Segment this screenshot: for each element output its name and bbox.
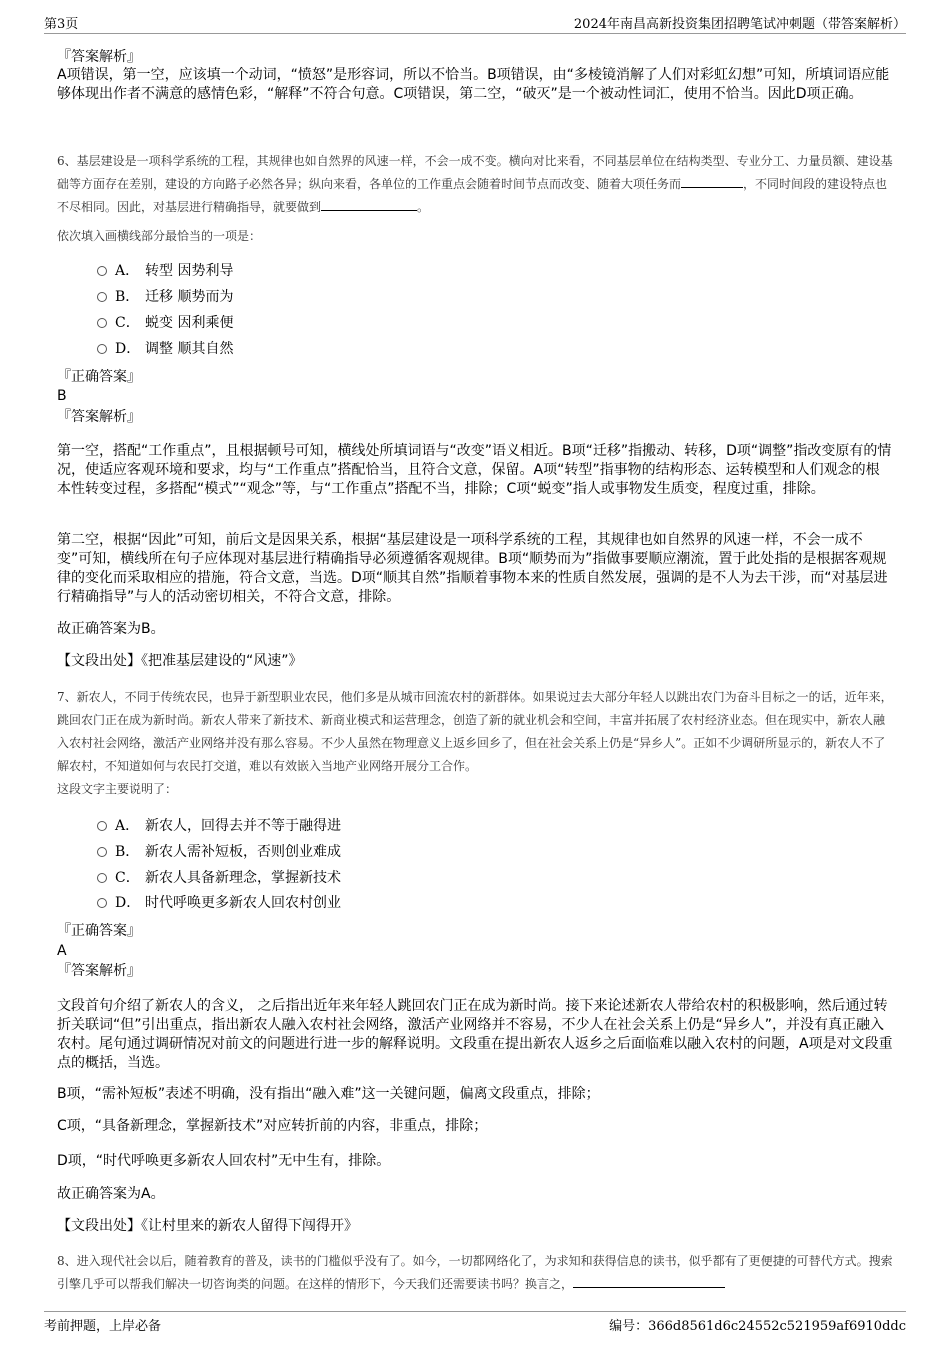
q6-option-b[interactable]: B． 迁移 顺势而为	[97, 288, 233, 306]
q7-analysis-p1: 文段首句介绍了新农人的含义， 之后指出近年来年轻人跳回农门正在成为新时尚。接下来论述新农人带给农村的积极影响，然后通过转折关联词“但”引出重点，指出新农人融入农村社会网络，激活产业网络并不容易，不少人在社会关系上仍是“异乡人”，并没有真正融入农村。尾句通过调研情况对前文的问题进行进一步的解释说明。文段重在提出新农人返乡之后面临难以融入农村的问题，A项是对文段重点的概括，当选。	[57, 998, 893, 1071]
q6-analysis-p1: 第一空，搭配“工作重点”，且根据顿号可知，横线处所填词语与“改变”语义相近。B项“迁移”指搬动、转移，D项“调整”指改变原有的情况，使适应客观环境和要求，均与“工作重点”搭配恰当，且符合文意，保留。A项“转型”指事物的结构形态、运转模型和人们观念的根本性转变过程，多搭配“模式”“观念”等，与“工作重点”搭配不当，排除；C项“蜕变”指人或事物发生质变，程度过重，排除。	[57, 443, 892, 497]
q7-correct-answer: A	[57, 943, 67, 959]
q6-analysis-p2: 第二空，根据“因此”可知，前后文是因果关系，根据“基层建设是一项科学系统的工程，其规律也如自然界的风速一样，不会一成不变”可知，横线所在句子应体现对基层进行精确指导必须遵循客观规律。B项“顺势而为”指做事要顺应潮流，置于此处指的是根据客观规律的变化而采取相应的措施，符合文意，当选。D项“顺其自然”指顺着事物本来的性质自然发展，强调的是不人为去干涉，而“对基层进行精确指导”与人的活动密切相关，不符合文意，排除。	[57, 532, 888, 605]
q7-option-b[interactable]: B． 新农人需补短板，否则创业难成	[97, 843, 341, 861]
page-number: 第3页	[44, 17, 79, 32]
page-footer	[44, 1311, 906, 1334]
q7-option-c[interactable]: C． 新农人具备新理念，掌握新技术	[97, 869, 341, 887]
q6-prompt: 依次填入画横线部分最恰当的一项是：	[57, 229, 262, 243]
q7-option-d[interactable]: D． 时代呼唤更多新农人回农村创业	[97, 894, 341, 912]
q7-analysis-p3: C项，“具备新理念，掌握新技术”对应转折前的内容，非重点，排除；	[57, 1118, 488, 1134]
q7-prompt: 这段文字主要说明了：	[57, 782, 178, 796]
q7-analysis-p2: B项，“需补短板”表述不明确，没有指出“融入难”这一关键问题，偏离文段重点，排除；	[57, 1086, 600, 1102]
q6-conclusion: 故正确答案为B。	[57, 621, 165, 637]
q6-blank-2	[321, 198, 417, 211]
q6-option-a[interactable]: A． 转型 因势利导	[97, 262, 233, 280]
q6-source: 【文段出处】《把准基层建设的“风速”》	[57, 653, 303, 669]
q6-correct-answer: B	[57, 388, 67, 404]
radio-icon[interactable]	[97, 847, 107, 857]
footer-slogan: 考前押题，上岸必备	[44, 1319, 162, 1334]
radio-icon[interactable]	[97, 318, 107, 328]
q7-analysis-label: 『答案解析』	[57, 963, 141, 979]
document-title: 2024年南昌高新投资集团招聘笔试冲刺题（带答案解析）	[573, 17, 906, 32]
radio-icon[interactable]	[97, 266, 107, 276]
q7-option-a[interactable]: A． 新农人，回得去并不等于融得进	[97, 817, 341, 835]
q6-option-c[interactable]: C． 蜕变 因利乘便	[97, 314, 233, 332]
q6-analysis-label: 『答案解析』	[57, 409, 141, 425]
q6-stem: 6、基层建设是一项科学系统的工程，其规律也如自然界的风速一样，不会一成不变。横向对比来看，不同基层单位在结构类型、专业分工、力量员额、建设基础等方面存在差别，建设的方向路子必然各异；纵向来看，各单位的工作重点会随着时间节点而改变、随着大项任务而 ，不同时间段的建设特点也不尽相同。因此，对基层进行精确指导，就要做到 。	[57, 154, 893, 214]
q8-stem: 8、进入现代社会以后，随着教育的普及，读书的门槛似乎没有了。如今，一切都网络化了，为求知和获得信息的读书，似乎都有了更便捷的可替代方式。搜索引擎几乎可以帮我们解决一切咨询类的问题。在这样的情形下，今天我们还需要读书吗？换言之，	[57, 1254, 893, 1291]
q7-analysis-p4: D项，“时代呼唤更多新农人回农村”无中生有，排除。	[57, 1153, 391, 1169]
q7-source: 【文段出处】《让村里来的新农人留得下闯得开》	[57, 1218, 358, 1234]
q8-blank-1	[573, 1275, 725, 1288]
page-header	[44, 13, 906, 34]
q6-blank-1	[681, 175, 743, 188]
q5-analysis: A项错误，第一空，应该填一个动词，“愤怒”是形容词，所以不恰当。B项错误，由“多棱镜消解了人们对彩虹幻想”可知，所填词语应能够体现出作者不满意的感情色彩，“解释”不符合句意。C项错误，第二空，“破灭”是一个被动性词汇，使用不恰当。因此D项正确。	[57, 67, 890, 102]
q6-correct-label: 『正确答案』	[57, 369, 141, 385]
q7-stem: 7、新农人，不同于传统农民，也异于新型职业农民，他们多是从城市回流农村的新群体。如果说过去大部分年轻人以跳出农门为奋斗目标之一的话，近年来，跳回农门正在成为新时尚。新农人带来了新技术、新商业模式和运营理念，创造了新的就业机会和空间，丰富并拓展了农村经济业态。但在现实中，新农人融入农村社会网络，激活产业网络并没有那么容易。不少人虽然在物理意义上返乡回乡了，但在社会关系上仍是“异乡人”。正如不少调研所显示的，新农人不了解农村，不知道如何与农民打交道，难以有效嵌入当地产业网络开展分工合作。	[57, 690, 893, 773]
q7-correct-label: 『正确答案』	[57, 923, 141, 939]
q5-analysis-label: 『答案解析』	[57, 49, 141, 65]
radio-icon[interactable]	[97, 292, 107, 302]
radio-icon[interactable]	[97, 821, 107, 831]
radio-icon[interactable]	[97, 898, 107, 908]
radio-icon[interactable]	[97, 873, 107, 883]
radio-icon[interactable]	[97, 344, 107, 354]
q7-conclusion: 故正确答案为A。	[57, 1186, 165, 1202]
q6-option-d[interactable]: D． 调整 顺其自然	[97, 340, 233, 358]
document-id: 编号：366d8561d6c24552c521959af6910ddc	[609, 1319, 906, 1334]
